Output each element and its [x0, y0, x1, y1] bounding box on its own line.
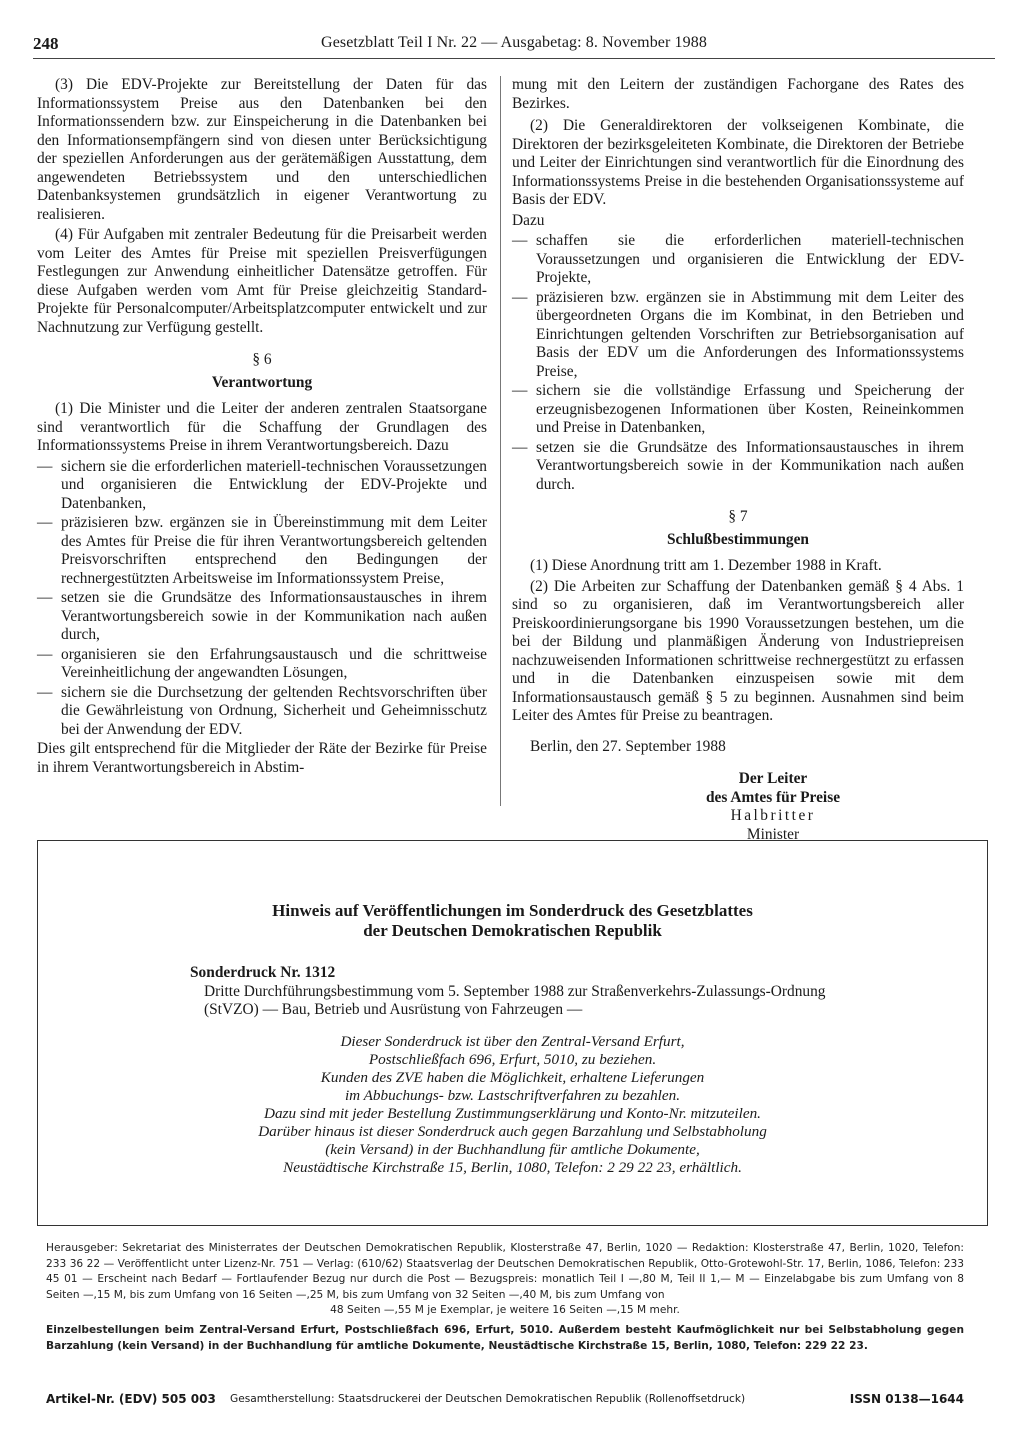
notice-info-line: Darüber hinaus ist dieser Sonderdruck auch gegen Barzahlung und Selbstabholung — [258, 1123, 767, 1140]
list-item-text: präzisieren bzw. ergänzen sie in Übereinstimmung mit dem Leiter des Amtes für Preise die für ihren Verantwortungsbereich geltenden Preisvorschriften entsprechend den Bedingungen der rechnergestützten Arbeitsweise im Informationssystem Preise, — [61, 514, 487, 587]
section-7-paragraph-1: (1) Diese Anordnung tritt am 1. Dezember 1988 in Kraft. — [530, 557, 882, 574]
list-item-text: setzen sie die Grundsätze des Informationsaustausches in ihrem Verantwortungsbereich sowie in der Kommunikation nach außen durch, — [61, 589, 487, 643]
signature-line-1: Der Leiter — [738, 770, 808, 787]
running-title: Gesetzblatt Teil I Nr. 22 — Ausgabetag: 8. November 1988 — [321, 34, 707, 51]
section-6-list — [37, 458, 487, 740]
notice-info-line: Dazu sind mit jeder Bestellung Zustimmungserklärung und Konto-Nr. mitzuteilen. — [264, 1105, 761, 1122]
sonderdruck-notice-box — [37, 840, 988, 1226]
imprint-text: Herausgeber: Sekretariat des Ministerrates der Deutschen Demokratischen Republik, Klosterstraße 47, Berlin, 1020 — Redaktion: Klosterstraße 47, Berlin, 1020, Telefon: 233 36 22 — Veröffentlicht unter Lizenz-Nr. 751 — Verlag: (610/62) Staatsverlag der Deutschen Demokratischen Republik, Otto-Grotewohl-Str. 17, Berlin, 1086, Telefon: 233 45 01 — Erscheint nach Bedarf — Fortlaufender Bezug nur durch die Post — Bezugspreis: monatlich Teil I —,80 M, Teil II 1,— M — Einzelabgabe bis zum Umfang von 8 Seiten —,15 M, bis zum Umfang von 16 Seiten —,25 M, bis zum Umfang von 32 Seiten —,40 M, bis zum Umfang von — [46, 1242, 964, 1301]
place-date: Berlin, den 27. September 1988 — [530, 737, 726, 755]
right-column — [512, 76, 964, 844]
printer-info: Gesamtherstellung: Staatsdruckerei der Deutschen Demokratischen Republik (Rollenoffsetdruck) — [230, 1393, 746, 1405]
section-7-title: Schlußbestimmungen — [667, 530, 809, 548]
list-item: — organisieren sie den Erfahrungsaustausch und die schrittweise Vereinheitlichung der angewandten Lösungen, — [37, 645, 487, 681]
list-item: — setzen sie die Grundsätze des Informationsaustausches in ihrem Verantwortungsbereich sowie in der Kommunikation nach außen durch. — [512, 438, 964, 493]
section-6-list-2 — [512, 232, 964, 494]
list-item-text: sichern sie die vollständige Erfassung und Speicherung der erzeugnisbezogenen Informationen über Kosten, Reineinkommen und Preise in Datenbanken, — [536, 382, 964, 436]
sonderdruck-entry — [190, 964, 830, 1020]
list-item: — sichern sie die Durchsetzung der geltenden Rechtsvorschriften über die Gewährleistung von Ordnung, Sicherheit und Geheimnisschutz bei der Anwendung der EDV. — [37, 683, 487, 738]
signature-title: Minister — [746, 825, 800, 843]
page-header — [33, 34, 995, 59]
footer-bottom-line — [46, 1392, 964, 1410]
issn: ISSN 0138—1644 — [849, 1392, 964, 1406]
list-item-text: sichern sie die erforderlichen materiell-technischen Voraussetzungen und organisieren die Entwicklung der EDV-Projekte und Datenbanken, — [61, 457, 487, 512]
dazu-label: Dazu — [512, 211, 545, 229]
section-6-paragraph-1: (1) Die Minister und die Leiter der anderen zentralen Staatsorgane sind verantwortlich für die Schaffung der Grundlagen des Informationssystems Preise in ihrem Verantwortungsbereich. Dazu — [37, 400, 487, 454]
list-item: — schaffen sie die erforderlichen materiell-technischen Voraussetzungen und organisieren die Entwicklung der EDV-Projekte, — [512, 232, 964, 286]
notice-info-line: Kunden des ZVE haben die Möglichkeit, erhaltene Lieferungen — [320, 1069, 705, 1086]
notice-title-line-1: Hinweis auf Veröffentlichungen im Sonderdruck des Gesetzblattes — [272, 901, 753, 920]
list-item: — präzisieren bzw. ergänzen sie in Abstimmung mit dem Leiter des übergeordneten Organs die im Kombinat, in den Betrieben und Einrichtungen geltenden Vorschriften zur Betriebsorganisation auf Basis der EDV um die Anforderungen des Informationssystems Preise, — [512, 288, 964, 380]
notice-info-line: Neustädtische Kirchstraße 15, Berlin, 1080, Telefon: 2 29 22 23, erhältlich. — [283, 1159, 742, 1176]
section-6-tail: Dies gilt entsprechend für die Mitglieder der Räte der Bezirke für Preise in ihrem Verantwortungsbereich in Abstim- — [37, 740, 487, 776]
continued-text: mung mit den Leitern der zuständigen Fachorgane des Rates des Bezirkes. — [512, 76, 964, 112]
list-item-text: schaffen sie die erforderlichen materiell-technischen Voraussetzungen und organisieren die Entwicklung der EDV-Projekte, — [536, 232, 964, 286]
signature-line-2: des Amtes für Preise — [705, 788, 841, 806]
notice-title-line-2: der Deutschen Demokratischen Republik — [363, 921, 662, 940]
list-item-text: präzisieren bzw. ergänzen sie in Abstimmung mit dem Leiter des übergeordneten Organs die im Kombinat, in den Betrieben und Einrichtungen geltenden Vorschriften zur Betriebsorganisation auf Basis der EDV um die Anforderungen des Informationssystems Preise, — [536, 288, 964, 380]
notice-info-line: (kein Versand) in der Buchhandlung für amtliche Dokumente, — [325, 1141, 700, 1158]
sonderdruck-heading: Sonderdruck Nr. 1312 — [190, 964, 336, 981]
imprint-footer — [46, 1241, 964, 1354]
notice-info — [38, 1033, 987, 1177]
notice-info-line: im Abbuchungs- bzw. Lastschriftverfahren zu bezahlen. — [344, 1087, 681, 1104]
section-7-number: § 7 — [728, 508, 748, 525]
list-item-text: organisieren sie den Erfahrungsaustausch und die schrittweise Vereinheitlichung der angewandten Lösungen, — [61, 645, 487, 681]
order-info: Einzelbestellungen beim Zentral-Versand Erfurt, Postschließfach 696, Erfurt, 5010. Außerdem besteht Kaufmöglichkeit nur bei Selbstabholung gegen Barzahlung (kein Versand) in der Buchhandlung für amtliche Dokumente, Neustädtische Kirchstraße 15, Berlin, 1080, Telefon: 229 22 23. — [46, 1323, 964, 1352]
article-number: Artikel-Nr. (EDV) 505 003 — [46, 1392, 216, 1406]
column-divider — [500, 76, 501, 806]
paragraph-3: (3) Die EDV-Projekte zur Bereitstellung der Daten für das Informationssystem Preise aus den Datenbanken bei den Informationssendern bzw. zur Einspeicherung in die Datenbanken bei den Informationsempfängern sind von diesen unter Berücksichtigung der speziellen Anforderungen aus der gerätemäßigen Ausstattung, dem angewendeten Betriebssystem und den unterschiedlichen Datenbanksystemen grundsätzlich in eigener Verantwortung zu realisieren. — [37, 76, 487, 223]
list-item-text: sichern sie die Durchsetzung der geltenden Rechtsvorschriften über die Gewährleistung von Ordnung, Sicherheit und Geheimnisschutz bei der Anwendung der EDV. — [61, 683, 487, 738]
section-6-title: Verantwortung — [211, 373, 313, 391]
paragraph-4: (4) Für Aufgaben mit zentraler Bedeutung für die Preisarbeit werden vom Leiter des Amtes für Preise mit speziellen Preisverfügungen Festlegungen zur Anwendung einheitlicher Datensätze getroffen. Für diese Aufgaben werden vom Amt für Preise gleichzeitig Standard-Projekte für Personalcomputer/Arbeitsplatzcomputer entwickelt und zur Nachnutzung zur Verfügung gestellt. — [37, 226, 487, 336]
section-6-number: § 6 — [252, 351, 272, 368]
list-item-text: setzen sie die Grundsätze des Informationsaustausches in ihrem Verantwortungsbereich sowie in der Kommunikation nach außen durch. — [536, 438, 964, 493]
signature-block — [582, 770, 964, 844]
paragraph-2: (2) Die Generaldirektoren der volkseigenen Kombinate, die Direktoren der bezirksgeleiteten Kombinate, die Direktoren der Betriebe und Leiter der Einrichtungen sind verantwortlich für die Einordnung des Informationssystems Preise in die bestehenden Organisationssysteme auf Basis der EDV. — [512, 117, 964, 208]
section-7-paragraph-2: (2) Die Arbeiten zur Schaffung der Datenbanken gemäß § 4 Abs. 1 sind so zu organisieren, daß im Verantwortungsbereich aller Preiskoordinierungsorgane bis 1990 Voraussetzungen bestehen, um die bei der Bildung und planmäßigen Änderung von Industriepreisen nachzuweisenden Informationen schrittweise rechnergestützt zu erfassen und in die Datenbanken einzuspeisen sowie mit dem Informationsaustausch gemäß § 5 zu beginnen. Ausnahmen sind beim Leiter des Amtes für Preise zu beantragen. — [512, 577, 964, 724]
list-item: — sichern sie die erforderlichen materiell-technischen Voraussetzungen und organisieren die Entwicklung der EDV-Projekte und Datenbanken, — [37, 457, 487, 512]
sonderdruck-text: Dritte Durchführungsbestimmung vom 5. September 1988 zur Straßenverkehrs-Zulassungs-Ordnung (StVZO) — Bau, Betrieb und Ausrüstung von Fahrzeugen — — [204, 982, 826, 1018]
list-item: — sichern sie die vollständige Erfassung und Speicherung der erzeugnisbezogenen Informationen über Kosten, Reineinkommen und Preise in Datenbanken, — [512, 382, 964, 436]
page-number: 248 — [33, 34, 59, 53]
notice-info-line: Dieser Sonderdruck ist über den Zentral-Versand Erfurt, — [340, 1033, 685, 1050]
list-item: — präzisieren bzw. ergänzen sie in Übereinstimmung mit dem Leiter des Amtes für Preise die für ihren Verantwortungsbereich geltenden Preisvorschriften entsprechend den Bedingungen der rechnergestützten Arbeitsweise im Informationssystem Preise, — [37, 514, 487, 587]
list-item: — setzen sie die Grundsätze des Informationsaustausches in ihrem Verantwortungsbereich sowie in der Kommunikation nach außen durch, — [37, 589, 487, 643]
notice-info-line: Postschließfach 696, Erfurt, 5010, zu beziehen. — [368, 1051, 657, 1068]
signature-name: Halbritter — [730, 807, 816, 824]
notice-title — [38, 901, 987, 941]
imprint-text-end: 48 Seiten —,55 M je Exemplar, je weitere 16 Seiten —,15 M mehr. — [330, 1304, 680, 1317]
left-column — [37, 76, 487, 779]
